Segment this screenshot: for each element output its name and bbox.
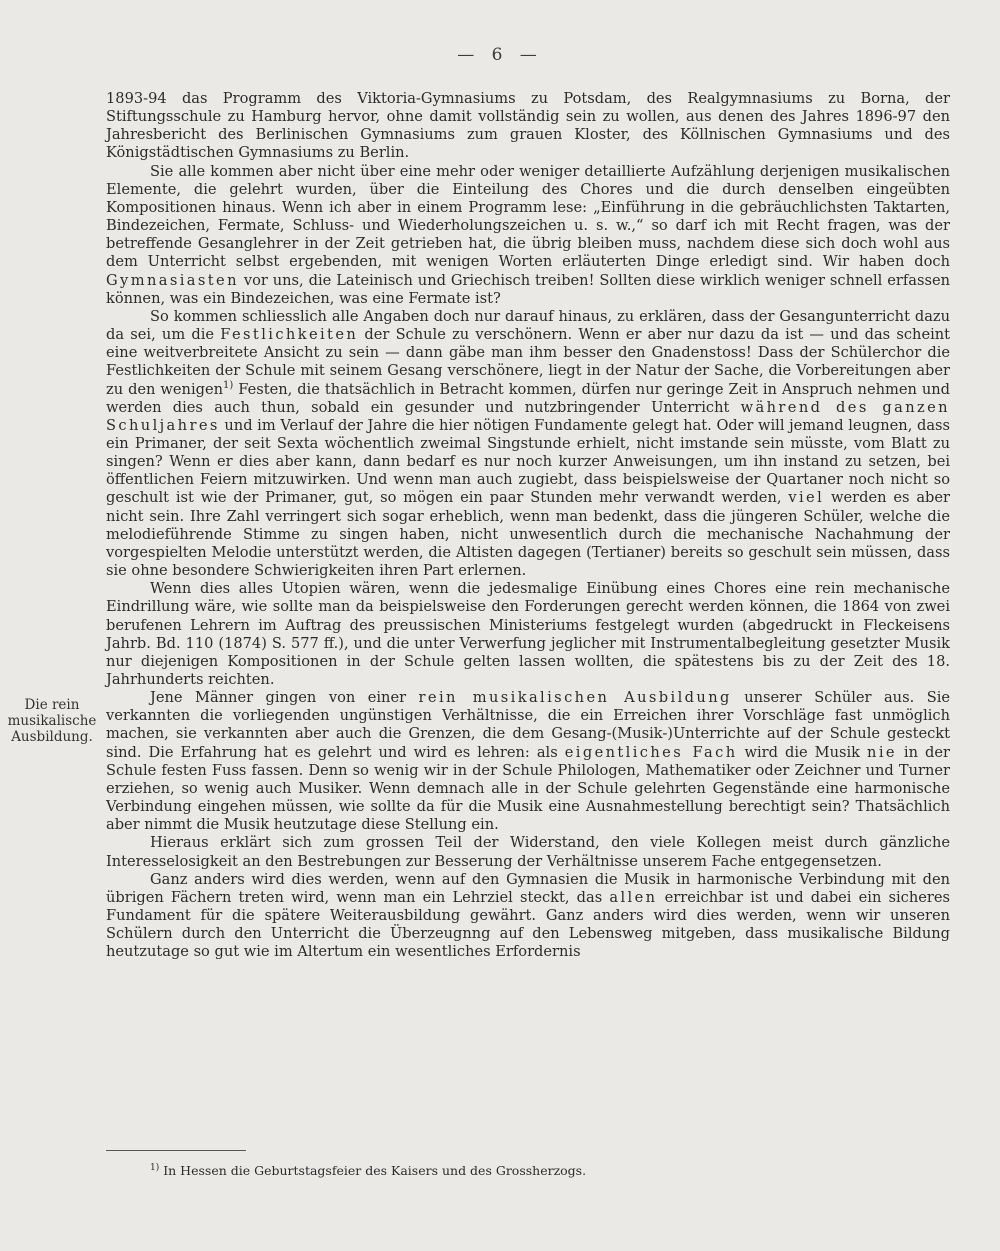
body-text xyxy=(106,90,950,962)
paragraph: Ganz anders wird dies werden, wenn auf den Gymnasien die Musik in harmonische Verbindung mit den übrigen Fächern treten wird, wenn man ein Lehrziel steckt, das allen erreichbar ist und dabei ein sicheres Fundament für die spätere Weiterausbildung gewährt. Ganz anders wird dies werden, wenn wir unseren Schülern durch den Unterricht die Überzeugnng auf den Lebensweg mitgeben, dass musikalische Bildung heutzutage so gut wie im Altertum ein wesentliches Erfordernis xyxy=(106,870,950,961)
footnote-text: In Hessen die Geburtstagsfeier des Kaisers und des Grossherzogs. xyxy=(159,1163,587,1179)
margin-note: Die rein musikalische Ausbildung. xyxy=(7,697,97,745)
paragraph: Jene Männer gingen von einer rein musikalischen Ausbildung unserer Schüler aus. Sie verkannten die vorliegenden ungünstigen Verhältnisse, die ein Erreichen ihrer Vorschläge fast unmöglich machen, sie verkannten aber auch die Grenzen, die dem Gesang-(Musik-)Unterrichte auf der Schule gesteckt sind. Die Erfahrung hat es gelehrt und wird es lehren: als eigentliches Fach wird die Musik nie in der Schule festen Fuss fassen. Denn so wenig wir in der Schule Philologen, Mathematiker oder Zeichner und Turner erziehen, so wenig auch Musiker. Wenn demnach alle in der Schule gelehrten Gegenstände eine harmonische Verbindung eingehen müssen, wie sollte da für die Musik eine Ausnahmestellung berechtigt sein? Thatsächlich aber nimmt die Musik heutzutage diese Stellung ein. xyxy=(106,689,950,834)
paragraph: Wenn dies alles Utopien wären, wenn die jedesmalige Einübung eines Chores eine rein mechanische Eindrillung wäre, wie sollte man da beispielsweise den Forderungen gerecht werden können, die 1864 von zwei berufenen Lehrern im Auftrag des preussischen Ministeriums festgelegt wurden (abgedruckt in Fleckeisens Jahrb. Bd. 110 (1874) S. 577 ff.), und die unter Verwerfung jeglicher mit Instrumentalbegleitung gesetzter Musik nur diejenigen Kompositionen in der Schule gelten lassen wollten, die spätestens bis zu der Zeit des 18. Jahrhunderts reichten. xyxy=(106,580,950,688)
footnote-divider xyxy=(106,1150,246,1151)
page-number: — 6 — xyxy=(457,45,543,65)
paragraph: Hieraus erklärt sich zum grossen Teil der Widerstand, den viele Kollegen meist durch gänzliche Interesselosigkeit an den Bestrebungen zur Besserung der Verhältnisse unserem Fache entgegensetzen. xyxy=(106,834,950,870)
footnote xyxy=(150,1160,930,1179)
footnote-marker: 1) xyxy=(150,1163,160,1173)
footnote-reference: 1) xyxy=(223,379,234,391)
paragraph: So kommen schliesslich alle Angaben doch nur darauf hinaus, zu erklären, dass der Gesangunterricht dazu da sei, um die Festlichkeiten der Schule zu verschönern. Wenn er aber nur dazu da ist — und das scheint eine weitverbreitete Ansicht zu sein — dann gäbe man ihm besser den Gnadenstoss! Dass der Schülerchor die Festlichkeiten der Schule mit seinem Gesang verschönere, liegt in der Natur der Sache, die Vorbereitungen aber zu den wenigen$^{1)}$ Festen, die thatsächlich in Betracht kommen, dürfen nur geringe Zeit in Anspruch nehmen und werden dies auch thun, sobald ein gesunder und nutzbringender Unterricht während des ganzen Schuljahres und im Verlauf der Jahre die hier nötigen Fundamente gelegt hat. Oder will jemand leugnen, dass ein Primaner, der seit Sexta wöchentlich zweimal Singstunde erhielt, nicht imstande sein müsste, vom Blatt zu singen? Wenn er dies aber kann, dann bedarf es nur noch kurzer Anweisungen, um ihn instand zu setzen, bei öffentlichen Feiern mitzuwirken. Und wenn man auch zugiebt, dass beispielsweise der Quartaner noch nicht so geschult ist wie der Primaner, gut, so mögen ein paar Stunden mehr verwandt werden, viel werden es aber nicht sein. Ihre Zahl verringert sich sogar erheblich, wenn man bedenkt, dass die jüngeren Schüler, welche die melodieführende Stimme zu singen haben, nicht unwesentlich durch die mechanische Nachahmung der vorgespielten Melodie unterstützt werden, die Altisten dagegen (Tertianer) bereits so geschult sein müssen, dass sie ohne besondere Schwierigkeiten ihren Part erlernen. xyxy=(106,307,951,580)
paragraph: 1893-94 das Programm des Viktoria-Gymnasiums zu Potsdam, des Realgymnasiums zu Borna, der Stiftungsschule zu Hamburg hervor, ohne damit vollständig sein zu wollen, aus denen des Jahres 1896-97 den Jahresbericht des Berlinischen Gymnasiums zum grauen Kloster, des Köllnischen Gymnasiums und des Königstädtischen Gymnasiums zu Berlin. xyxy=(106,90,950,162)
paragraph: Sie alle kommen aber nicht über eine mehr oder weniger detaillierte Aufzählung derjenigen musikalischen Elemente, die gelehrt wurden, über die Einteilung des Chores und die durch denselben eingeübten Kompositionen hinaus. Wenn ich aber in einem Programm lese: „Einführung in die gebräuchlichsten Taktarten, Bindezeichen, Fermate, Schluss- und Wiederholungszeichen u. s. w.,“ so darf ich mit Recht fragen, was der betreffende Gesanglehrer in der Zeit getrieben hat, die übrig bleiben muss, nachdem diese sich doch wohl aus dem Unterricht selbst ergebenden, mit wenigen Worten erläuterten Dinge erledigt sind. Wir haben doch Gymnasiasten vor uns, die Lateinisch und Griechisch treiben! Sollten diese wirklich weniger schnell erfassen können, was ein Bindezeichen, was eine Fermate ist? xyxy=(106,162,950,307)
